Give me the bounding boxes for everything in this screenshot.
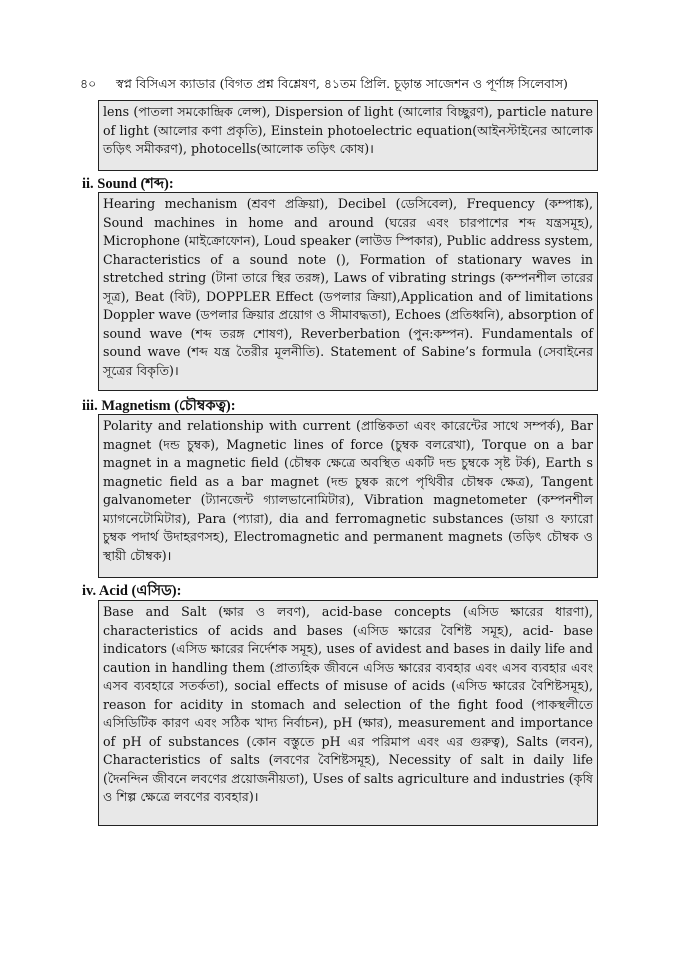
sound-heading: ii. Sound (শব্দ): <box>82 176 174 192</box>
light-topics-text: lens (পাতলা সমকোন্দ্রিক লেন্স), Dispersion of light (আলোর বিচ্ছুরণ), particle nature of light (আলোর কণা প্রকৃতি), Einstein photoelectric equation(আইনস্টাইনের আলোক তড়িৎ সমীকরণ), photocells(আলোক তড়িৎ কোষ)। <box>103 104 593 156</box>
page-number: ৪০ <box>80 76 97 91</box>
magnetism-topics-box <box>98 414 598 578</box>
sound-topics-box <box>98 192 598 391</box>
acid-topics-text: Base and Salt (ক্ষার ও লবণ), acid-base concepts (এসিড ক্ষারের ধারণা), characteristics of acids and bases (এসিড ক্ষারের বৈশিষ্ট সমূহ), acid- base indicators (এসিড ক্ষারের নির্দেশক সমূহ), uses of avidest and bases in daily life and caution in handling them (প্রাত্যহিক জীবনে এসিড ক্ষারের ব্যবহার এবং এসব ব্যবহার এবং এসব ব্যবহারে সতর্কতা), social effects of misuse of acids (এসিড ক্ষারের বৈশিষ্টসমূহ), reason for acidity in stomach and selection of the fight food (পাকস্থলীতে এসিডিটিক কারণ এবং সঠিক খাদ্য নির্বাচন), pH (ক্ষার), measurement and importance of pH of substances (কোন বস্তুতে pH এর পরিমাপ এবং এর গুরুত্ব), Salts (লবন), Characteristics of salts (লবণের বৈশিষ্টসমূহ), Necessity of salt in daily life (দৈনন্দিন জীবনে লবণের প্রয়োজনীয়তা), Uses of salts agriculture and industries (কৃষি ও শিল্প ক্ষেত্রে লবণের ব্যবহার)। <box>103 604 593 804</box>
magnetism-topics-text: Polarity and relationship with current (প্রান্তিকতা এবং কারেন্টের সাথে সম্পর্ক), Bar magnet (দন্ড চুম্বক), Magnetic lines of force (চুম্বক বলরেখা), Torque on a bar magnet in a magnetic field (চৌম্বক ক্ষেত্রে অবস্থিত একটি দন্ড চুম্বকে সৃষ্ট টর্ক), Earth s magnetic field as a bar magnet (দন্ড চুম্বক রূপে পৃথিবীর চৌম্বক ক্ষেত্র), Tangent galvanometer (ট্যানজেন্ট গ্যালভানোমিটার), Vibration magnetometer (কম্পনশীল ম্যাগনেটোমিটার), Para (প্যারা), dia and ferromagnetic substances (ডায়া ও ফ্যারো চুম্বক পদার্থ উদাহরণসহ), Electromagnetic and permanent magnets (তড়িৎ চৌম্বক ও স্থায়ী চৌম্বক)। <box>103 418 593 563</box>
light-topics-box <box>98 100 598 171</box>
magnetism-heading: iii. Magnetism (চৌম্বকত্ব): <box>82 398 236 414</box>
acid-topics-box <box>98 600 598 826</box>
acid-heading: iv. Acid (এসিড): <box>82 583 182 599</box>
sound-topics-text: Hearing mechanism (শ্রবণ প্রক্রিয়া), Decibel (ডেসিবেল), Frequency (কম্পাঙ্ক), Sound machines in home and around (ঘরের এবং চারপাশের শব্দ যন্ত্রসমূহ), Microphone (মাইক্রোফোন), Loud speaker (লাউড স্পিকার), Public address system, Characteristics of a sound note (), Formation of stationary waves in stretched string (টানা তারে স্থির তরঙ্গ), Laws of vibrating strings (কম্পনশীল তারের সূত্র), Beat (বিট), DOPPLER Effect (ডপলার ক্রিয়া),Application and of limitations Doppler wave (ডপলার ক্রিয়ার প্রয়োগ ও সীমাবদ্ধতা), Echoes (প্রতিধ্বনি), absorption of sound wave (শব্দ তরঙ্গ শোষণ), Reverberbation (পুন:কম্পন). Fundamentals of sound wave (শব্দ যন্ত্র তৈরীর মূলনীতি). Statement of Sabine’s formula (সেবাইনের সূত্রের বিকৃতি)। <box>103 196 593 378</box>
book-title: স্বপ্ন বিসিএস ক্যাডার (বিগত প্রশ্ন বিশ্লেষণ, ৪১তম প্রিলি. চূড়ান্ত সাজেশন ও পূর্ণাঙ্গ সিলেবাস) <box>116 76 568 91</box>
page-header <box>80 76 600 92</box>
